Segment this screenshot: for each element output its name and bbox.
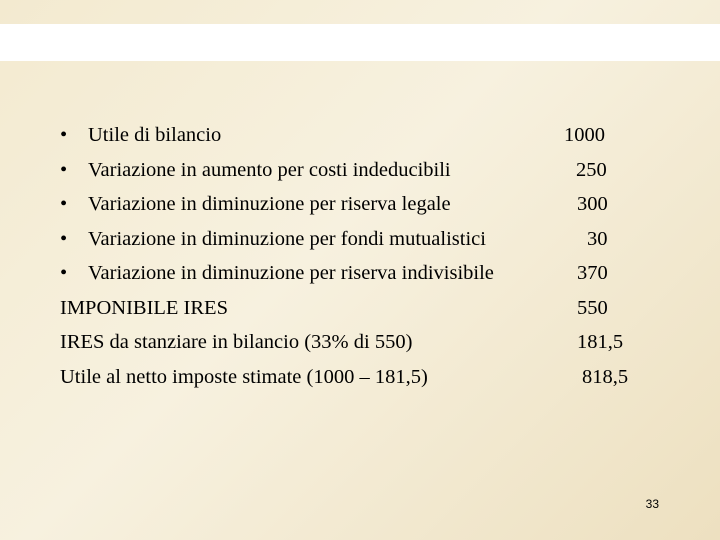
summary-label: IRES da stanziare in bilancio (33% di 550): [60, 331, 413, 353]
summary-row: [60, 325, 660, 360]
item-value: 1000: [564, 124, 605, 146]
summary-value: 181,5: [577, 331, 624, 353]
summary-label: Utile al netto imposte stimate (1000 – 181,5): [60, 365, 428, 388]
list-item: [60, 222, 660, 257]
summary-value: 818,5: [582, 365, 629, 388]
item-value: 300: [577, 193, 608, 215]
bullet: •: [60, 193, 68, 215]
bullet: •: [60, 158, 68, 181]
item-label: Variazione in aumento per costi indeducibili: [88, 158, 451, 181]
summary-label: IMPONIBILE IRES: [60, 296, 228, 319]
list-item: [60, 187, 660, 222]
page-number: 33: [645, 497, 659, 511]
top-band: [0, 24, 720, 61]
summary-row: [60, 291, 660, 326]
list-item: [60, 118, 660, 153]
item-value: 250: [576, 158, 607, 181]
slide-content: [60, 118, 660, 394]
bullet: •: [60, 262, 68, 284]
item-label: Variazione in diminuzione per riserva indivisibile: [88, 262, 494, 284]
item-label: Variazione in diminuzione per riserva legale: [88, 193, 451, 215]
bullet: •: [60, 124, 68, 146]
list-item: [60, 256, 660, 291]
item-label: Variazione in diminuzione per fondi mutualistici: [88, 227, 486, 250]
list-item: [60, 153, 660, 188]
item-value: 370: [577, 262, 608, 284]
item-label: Utile di bilancio: [88, 124, 222, 146]
summary-row: [60, 360, 660, 395]
bullet: •: [60, 227, 68, 250]
item-value: 30: [587, 227, 608, 250]
summary-value: 550: [577, 296, 608, 319]
